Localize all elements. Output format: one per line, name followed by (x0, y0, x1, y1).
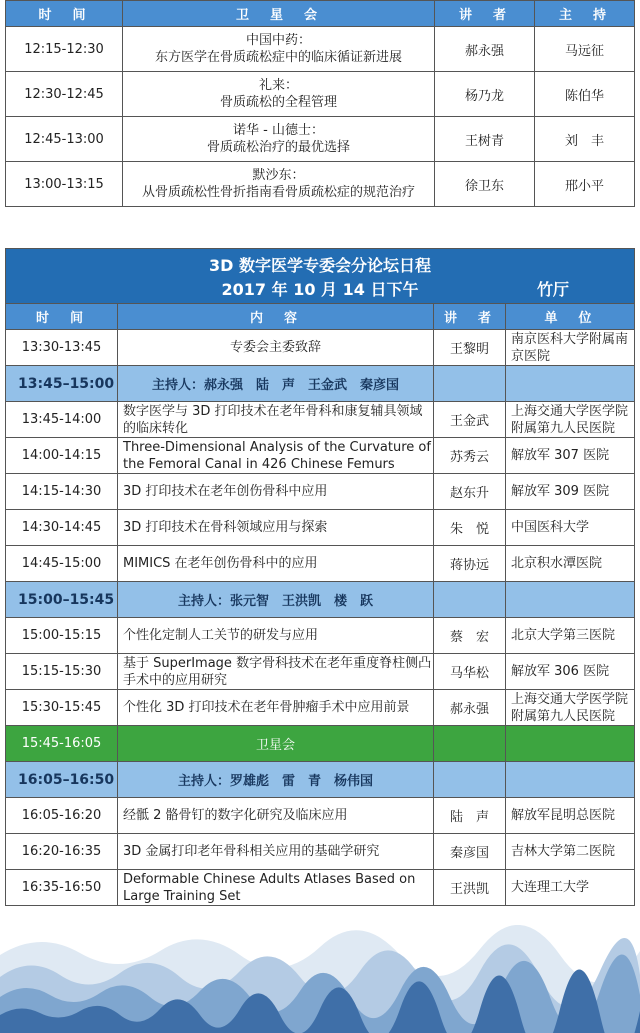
sponsor-name: 默沙东： (252, 168, 305, 183)
speaker-cell: 王树青 (435, 117, 535, 162)
session-time-cell: 13:45–15:00 (6, 366, 118, 402)
table-row (6, 117, 635, 162)
unit-cell: 南京医科大学附属南京医院 (506, 330, 635, 366)
col-header-host: 主 持 (535, 1, 635, 27)
session-host-row (6, 366, 635, 402)
content-cell: 专委会主委致辞 (118, 330, 434, 366)
content-cell: Deformable Chinese Adults Atlases Based on Large Training Set (118, 870, 434, 906)
content-cell: 卫星会 (118, 726, 434, 762)
talk-title: 骨质疏松的全程管理 (219, 95, 337, 110)
speaker-cell: 徐卫东 (435, 162, 535, 207)
unit-cell: 上海交通大学医学院附属第九人民医院 (506, 402, 635, 438)
speaker-cell: 赵东升 (434, 474, 506, 510)
session-time-cell: 15:00–15:45 (6, 582, 118, 618)
table-row (6, 690, 635, 726)
table-row (6, 510, 635, 546)
time-cell: 16:05-16:20 (6, 798, 118, 834)
time-cell: 13:30-13:45 (6, 330, 118, 366)
empty-cell (506, 582, 635, 618)
table-row (6, 72, 635, 117)
unit-cell: 吉林大学第二医院 (506, 834, 635, 870)
time-cell: 15:15-15:30 (6, 654, 118, 690)
satellite-cell (123, 72, 435, 117)
time-cell: 12:45-13:00 (6, 117, 123, 162)
col-header-satellite: 卫 星 会 (123, 1, 435, 27)
time-cell: 16:35-16:50 (6, 870, 118, 906)
speaker-cell: 王洪凯 (434, 870, 506, 906)
table-row (6, 162, 635, 207)
time-cell: 14:15-14:30 (6, 474, 118, 510)
empty-cell (506, 726, 635, 762)
col-header-unit: 单 位 (506, 304, 635, 330)
empty-cell (506, 366, 635, 402)
forum-date: 2017 年 10 月 14 日下午 (221, 280, 419, 299)
session-hosts-cell: 主持人：郝永强 陆 声 王金武 秦彦国 (118, 366, 434, 402)
empty-cell (434, 366, 506, 402)
content-cell: 3D 金属打印老年骨科相关应用的基础学研究 (118, 834, 434, 870)
time-cell: 13:00-13:15 (6, 162, 123, 207)
host-cell: 陈伯华 (535, 72, 635, 117)
content-cell: MIMICS 在老年创伤骨科中的应用 (118, 546, 434, 582)
forum-title: 3D 数字医学专委会分论坛日程 (209, 256, 431, 275)
col-header-content: 内 容 (118, 304, 434, 330)
host-cell: 邢小平 (535, 162, 635, 207)
table-row (6, 618, 635, 654)
satellite-table (5, 0, 635, 207)
satellite-session-row (6, 726, 635, 762)
speaker-cell: 杨乃龙 (435, 72, 535, 117)
time-cell: 15:00-15:15 (6, 618, 118, 654)
wave-decoration (0, 925, 640, 1033)
table-row (6, 834, 635, 870)
table-row (6, 654, 635, 690)
time-cell: 13:45-14:00 (6, 402, 118, 438)
table-row (6, 330, 635, 366)
speaker-cell: 苏秀云 (434, 438, 506, 474)
unit-cell: 北京积水潭医院 (506, 546, 635, 582)
satellite-cell (123, 27, 435, 72)
talk-title: 从骨质疏松性骨折指南看骨质疏松症的规范治疗 (141, 185, 415, 200)
content-cell: 个性化定制人工关节的研发与应用 (118, 618, 434, 654)
time-cell: 14:45-15:00 (6, 546, 118, 582)
content-cell: 3D 打印技术在老年创伤骨科中应用 (118, 474, 434, 510)
speaker-cell: 郝永强 (434, 690, 506, 726)
forum-venue: 竹厅 (537, 280, 570, 299)
time-cell: 12:15-12:30 (6, 27, 123, 72)
sponsor-name: 中国中药： (245, 33, 311, 48)
table-header-row (6, 1, 635, 27)
host-cell: 马远征 (535, 27, 635, 72)
empty-cell (434, 762, 506, 798)
col-header-speaker: 讲 者 (434, 304, 506, 330)
speaker-cell: 马华松 (434, 654, 506, 690)
content-cell: 基于 SuperImage 数字骨科技术在老年重度脊柱侧凸手术中的应用研究 (118, 654, 434, 690)
sponsor-name: 礼来： (258, 78, 298, 93)
speaker-cell: 蔡 宏 (434, 618, 506, 654)
empty-cell (506, 762, 635, 798)
session-hosts-cell: 主持人：张元智 王洪凯 楼 跃 (118, 582, 434, 618)
table-row (6, 402, 635, 438)
col-header-time: 时 间 (6, 304, 118, 330)
table-row (6, 870, 635, 906)
content-cell: 个性化 3D 打印技术在老年骨肿瘤手术中应用前景 (118, 690, 434, 726)
forum-banner (6, 249, 635, 304)
session-time-cell: 16:05–16:50 (6, 762, 118, 798)
unit-cell: 上海交通大学医学院附属第九人民医院 (506, 690, 635, 726)
time-cell: 16:20-16:35 (6, 834, 118, 870)
time-cell: 14:30-14:45 (6, 510, 118, 546)
unit-cell: 解放军 306 医院 (506, 654, 635, 690)
col-header-time: 时 间 (6, 1, 123, 27)
unit-cell: 解放军 307 医院 (506, 438, 635, 474)
forum-schedule-table (5, 248, 635, 906)
time-cell: 15:45-16:05 (6, 726, 118, 762)
speaker-cell: 郝永强 (435, 27, 535, 72)
host-cell: 刘 丰 (535, 117, 635, 162)
table-row (6, 474, 635, 510)
talk-title: 骨质疏松治疗的最优选择 (206, 140, 350, 155)
talk-title: 东方医学在骨质疏松症中的临床循证新进展 (154, 50, 402, 65)
empty-cell (434, 582, 506, 618)
speaker-cell: 朱 悦 (434, 510, 506, 546)
table-row (6, 798, 635, 834)
content-cell: Three-Dimensional Analysis of the Curvature of the Femoral Canal in 426 Chinese Femurs (118, 438, 434, 474)
session-hosts-cell: 主持人：罗雄彪 雷 青 杨伟国 (118, 762, 434, 798)
content-cell: 经骶 2 骼骨钉的数字化研究及临床应用 (118, 798, 434, 834)
satellite-cell (123, 117, 435, 162)
satellite-cell (123, 162, 435, 207)
table-header-row (6, 304, 635, 330)
unit-cell: 解放军昆明总医院 (506, 798, 635, 834)
unit-cell: 解放军 309 医院 (506, 474, 635, 510)
speaker-cell: 秦彦国 (434, 834, 506, 870)
sponsor-name: 诺华 - 山德士： (233, 123, 324, 138)
time-cell: 12:30-12:45 (6, 72, 123, 117)
speaker-cell: 王金武 (434, 402, 506, 438)
unit-cell: 大连理工大学 (506, 870, 635, 906)
unit-cell: 北京大学第三医院 (506, 618, 635, 654)
empty-cell (434, 726, 506, 762)
table-row (6, 546, 635, 582)
speaker-cell: 王黎明 (434, 330, 506, 366)
content-cell: 3D 打印技术在骨科领域应用与探索 (118, 510, 434, 546)
session-host-row (6, 582, 635, 618)
table-row (6, 438, 635, 474)
table-row (6, 27, 635, 72)
unit-cell: 中国医科大学 (506, 510, 635, 546)
time-cell: 15:30-15:45 (6, 690, 118, 726)
time-cell: 14:00-14:15 (6, 438, 118, 474)
session-host-row (6, 762, 635, 798)
speaker-cell: 陆 声 (434, 798, 506, 834)
col-header-speaker: 讲 者 (435, 1, 535, 27)
speaker-cell: 蒋协远 (434, 546, 506, 582)
content-cell: 数字医学与 3D 打印技术在老年骨科和康复辅具领域的临床转化 (118, 402, 434, 438)
